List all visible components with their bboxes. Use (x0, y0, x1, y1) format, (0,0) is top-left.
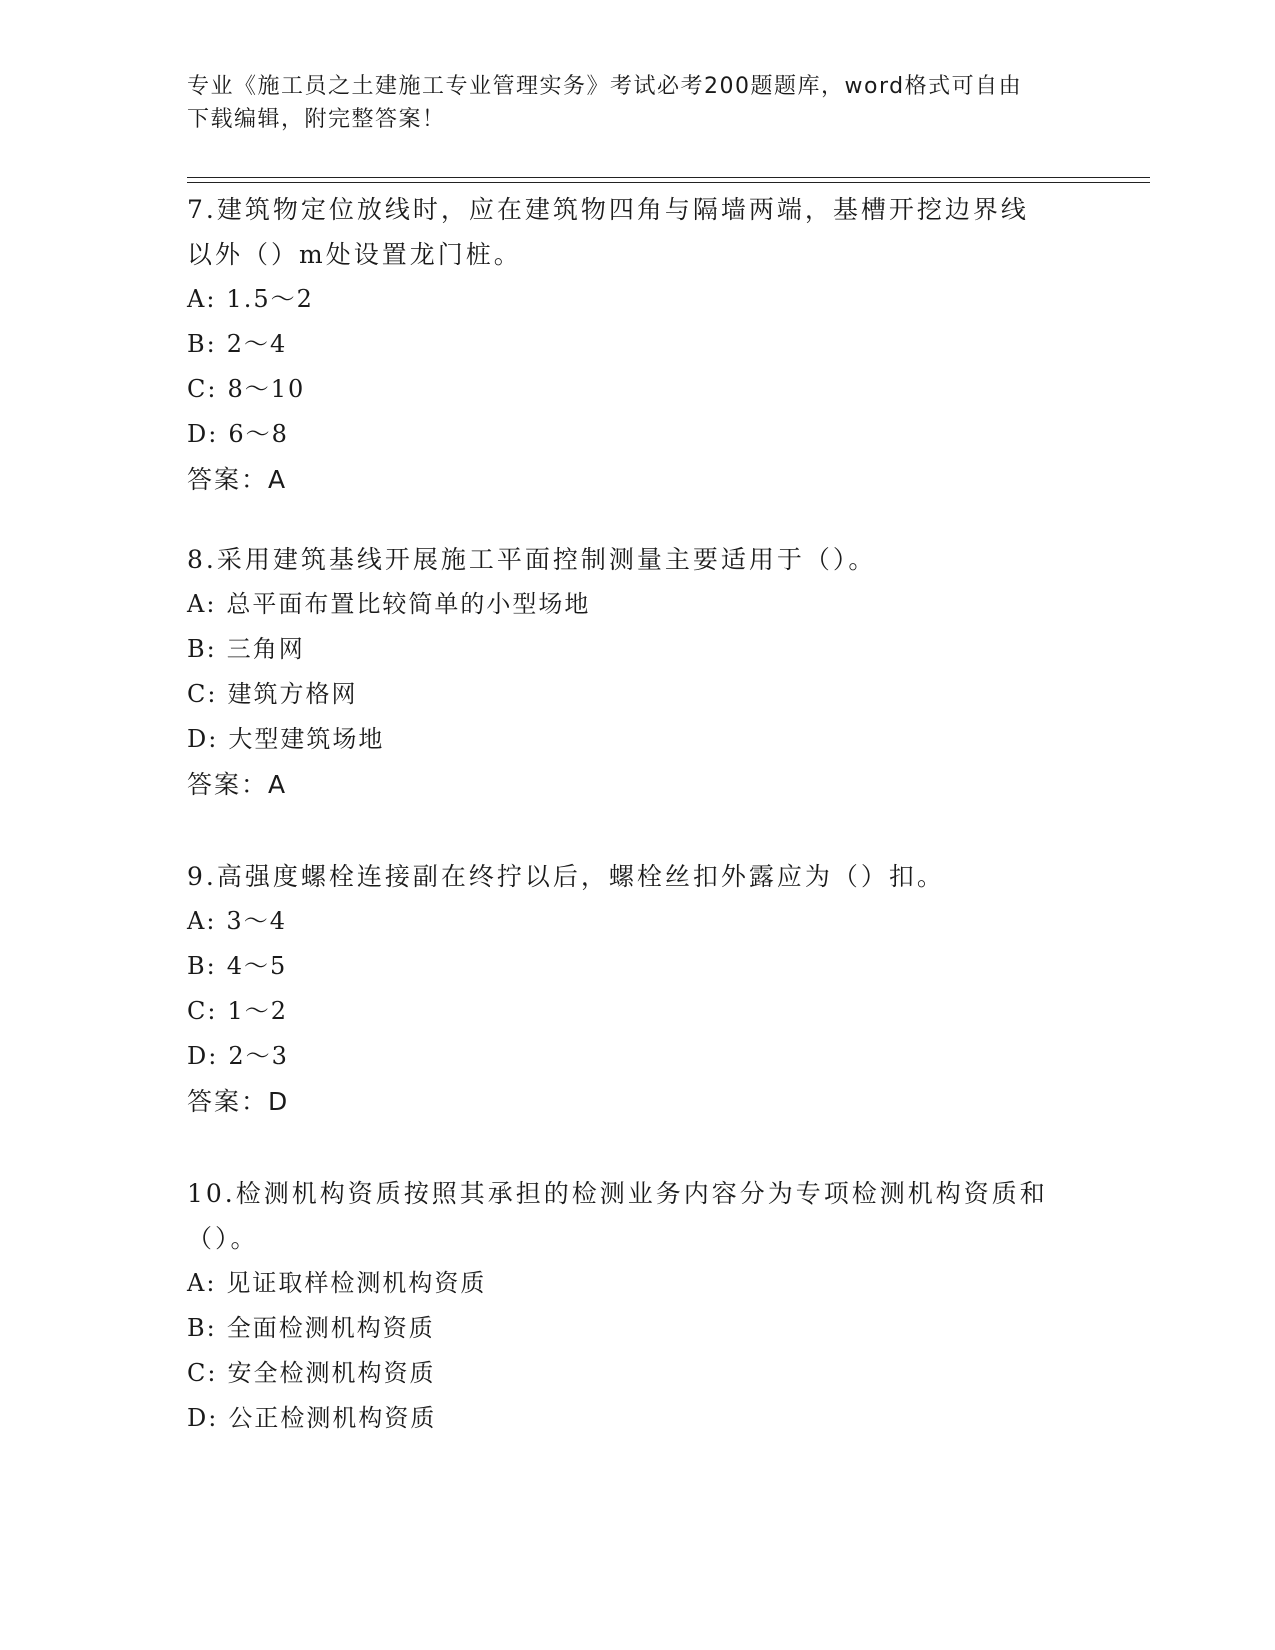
option-text: 6～8 (228, 420, 289, 448)
option-text: 全面检测机构资质 (226, 1314, 435, 1342)
option-a (187, 1261, 1067, 1306)
option-b (187, 1306, 1067, 1351)
option-c (187, 367, 1067, 412)
header-line-1: 专业《施工员之土建施工专业管理实务》考试必考200题题库，word格式可自由 (187, 74, 1023, 99)
question-10 (187, 1171, 1067, 1441)
option-text: 公正检测机构资质 (228, 1404, 437, 1432)
option-d (187, 1396, 1067, 1441)
question-stem-line-2: （）。 (187, 1224, 259, 1253)
option-key: C: (187, 1359, 218, 1387)
option-key: A: (187, 1269, 217, 1297)
option-d (187, 412, 1067, 457)
option-key: C: (187, 997, 218, 1025)
answer-line: 答案：A (187, 465, 288, 494)
option-text: 见证取样检测机构资质 (226, 1269, 487, 1297)
question-stem-line-1: 10.检测机构资质按照其承担的检测业务内容分为专项检测机构资质和 (187, 1179, 1048, 1208)
option-key: B: (187, 1314, 217, 1342)
header-line-2: 下载编辑，附完整答案！ (187, 107, 446, 132)
option-text: 2～4 (226, 330, 288, 358)
option-key: D: (187, 1404, 219, 1432)
option-key: A: (187, 590, 217, 618)
header-divider-bottom (187, 182, 1150, 183)
option-text: 8～10 (227, 375, 306, 403)
option-key: A: (187, 907, 217, 935)
option-text: 1～2 (227, 997, 288, 1025)
option-key: C: (187, 375, 218, 403)
option-key: B: (187, 635, 217, 663)
option-a (187, 277, 1067, 322)
option-b (187, 627, 1067, 672)
answer-line: 答案：A (187, 770, 288, 799)
option-b (187, 944, 1067, 989)
option-d (187, 717, 1067, 762)
option-text: 总平面布置比较简单的小型场地 (226, 590, 591, 618)
option-text: 建筑方格网 (227, 680, 358, 708)
option-text: 安全检测机构资质 (227, 1359, 436, 1387)
option-key: C: (187, 680, 218, 708)
option-text: 1.5～2 (226, 285, 314, 313)
question-7 (187, 187, 1067, 502)
option-text: 2～3 (228, 1042, 289, 1070)
question-9 (187, 854, 1067, 1124)
question-8 (187, 537, 1067, 807)
question-stem-line-1: 9.高强度螺栓连接副在终拧以后，螺栓丝扣外露应为（）扣。 (187, 862, 945, 891)
question-stem-line-1: 7.建筑物定位放线时，应在建筑物四角与隔墙两端，基槽开挖边界线 (187, 195, 1029, 224)
option-d (187, 1034, 1067, 1079)
answer-line: 答案：D (187, 1087, 290, 1116)
document-header (187, 70, 1067, 136)
question-stem-line-2: 以外（）m处设置龙门桩。 (187, 240, 522, 269)
option-c (187, 989, 1067, 1034)
option-key: D: (187, 725, 219, 753)
option-a (187, 582, 1067, 627)
option-text: 大型建筑场地 (228, 725, 385, 753)
option-key: A: (187, 285, 217, 313)
option-c (187, 672, 1067, 717)
option-key: B: (187, 952, 217, 980)
option-key: D: (187, 420, 219, 448)
option-c (187, 1351, 1067, 1396)
option-a (187, 899, 1067, 944)
option-text: 三角网 (226, 635, 305, 663)
option-b (187, 322, 1067, 367)
option-text: 3～4 (226, 907, 287, 935)
header-divider-top (187, 177, 1150, 178)
option-key: B: (187, 330, 217, 358)
question-stem-line-1: 8.采用建筑基线开展施工平面控制测量主要适用于（）。 (187, 545, 877, 574)
option-text: 4～5 (226, 952, 288, 980)
option-key: D: (187, 1042, 219, 1070)
